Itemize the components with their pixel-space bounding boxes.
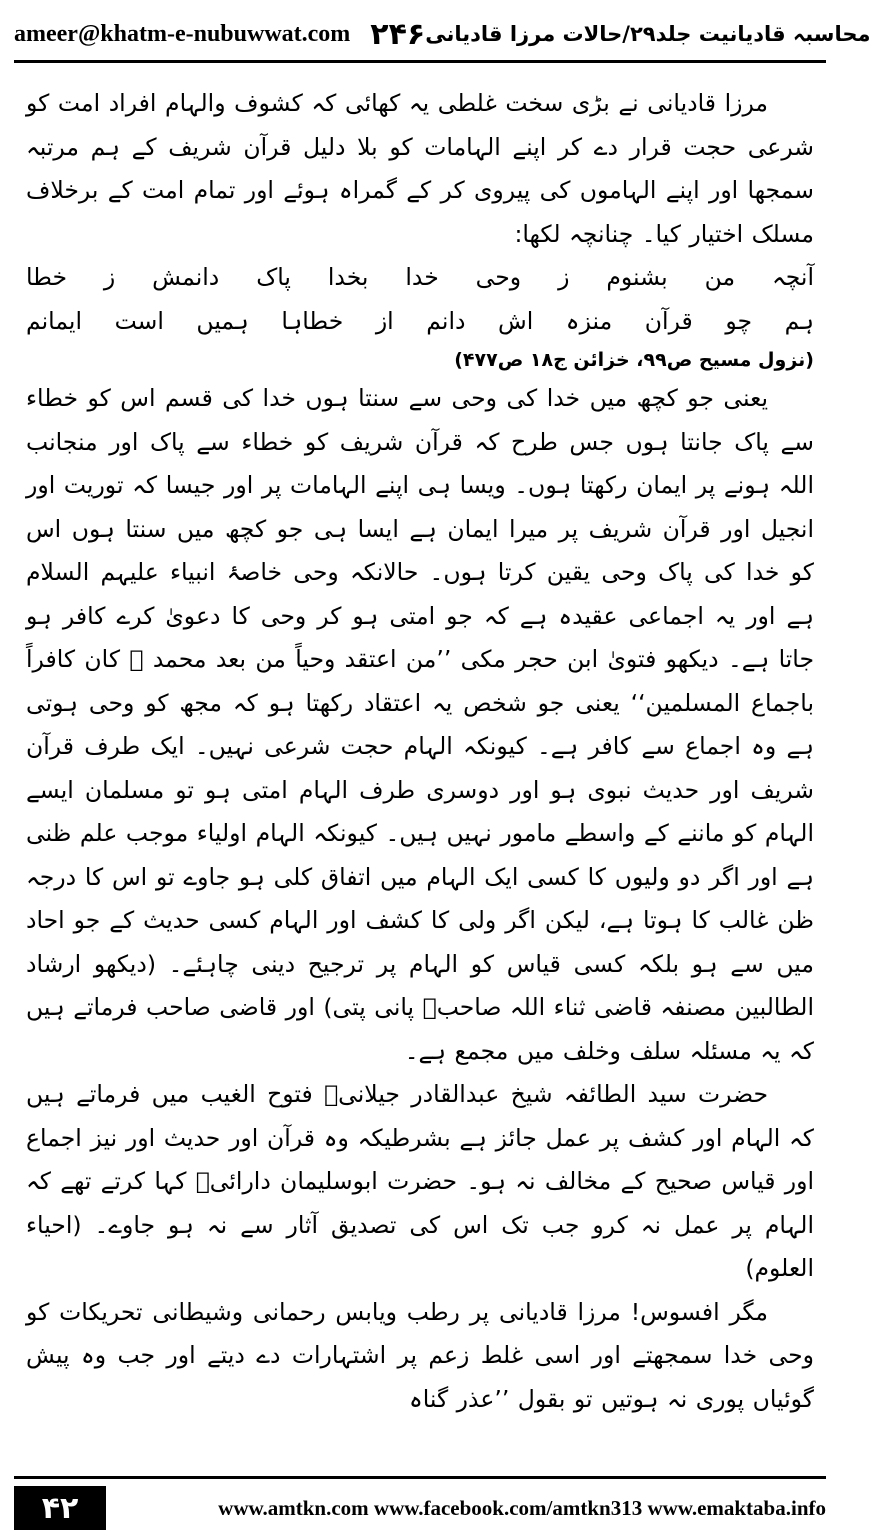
header-page-number: ۲۴۶ [370,16,426,52]
jilani-paragraph: حضرت سید الطائفہ شیخ عبدالقادر جیلانیؒ فتوح الغیب میں فرماتے ہیں کہ الہام اور کشف پر عمل جائز ہے بشرطیکہ وہ قرآن اور حدیث اور نیز اجماع اور قیاس صحیح کے مخالف نہ ہو۔ حضرت ابوسلیمان دارائیؒ کہا کرتے تھے کہ الہام پر عمل نہ کرو جب تک اس کی تصدیق آثار سے نہ ہو جاوے۔ (احیاء العلوم) [26,1080,814,1282]
header-divider [14,60,826,63]
page-footer [14,1486,826,1530]
intro-paragraph: مرزا قادیانی نے بڑی سخت غلطی یہ کھائی کہ کشوف والہام افراد امت کو شرعی حجت قرار دے کر اپنے الہامات کو بلا دلیل قرآن شریف کے ہم مرتبہ سمجھا اور اپنے الہاموں کی پیروی کر کے گمراہ ہوئے اور تمام امت کے برخلاف مسلک اختیار کیا۔ چنانچہ لکھا: [26,89,814,248]
poem-verse-1: آنچہ من بشنوم ز وحی خدا بخدا پاک دانمش ز خطا [26,263,814,291]
poem-verse-2: ہم چو قرآن منزہ اش دانم از خطاہا ہمیں است ایمانم [26,306,814,335]
footer-page-number: ۴۲ [14,1486,106,1530]
explanation-paragraph: یعنی جو کچھ میں خدا کی وحی سے سنتا ہوں خدا کی قسم اس کو خطاء سے پاک جانتا ہوں جس طرح کہ قرآن شریف کو خطاء سے پاک اور منجانب اللہ ہونے پر ایمان رکھتا ہوں۔ ویسا ہی اپنے الہامات پر اور جیسا کہ توریت اور انجیل اور قرآن شریف پر میرا ایمان ہے ایسا ہی جو کچھ میں سنتا ہوں اس کو خدا کی پاک وحی یقین کرتا ہوں۔ حالانکہ وحی خاصۂ انبیاء علیہم السلام ہے اور یہ اجماعی عقیدہ ہے کہ جو امتی ہو کر وحی کا دعویٰ کرے کافر ہو جاتا ہے۔ دیکھو فتویٰ ابن حجر مکی ’’من اعتقد وحیاً من بعد محمد ﷺ کان کافراً باجماع المسلمین‘‘ یعنی جو شخص یہ اعتقاد رکھتا ہو کہ مجھ کو وحی ہوتی ہے وہ اجماع سے کافر ہے۔ کیونکہ الہام حجت شرعی نہیں۔ ایک طرف قرآن شریف اور حدیث نبوی ہو اور دوسری طرف الہام امتی ہو تو مسلمان ایسے الہام کو ماننے کے واسطے مامور نہیں ہیں۔ کیونکہ الہام اولیاء موجب علم ظنی ہے اور اگر دو ولیوں کا کسی ایک الہام میں اتفاق کلی ہو جاوے تو اس کا درجہ ظن غالب کا ہوتا ہے، لیکن اگر ولی کا کشف اور الہام کسی حدیث کے جو احاد میں سے ہو بلکہ کسی قیاس کو الہام پر ترجیح دینی چاہئے۔ (دیکھو ارشاد الطالبین مصنفہ قاضی ثناء اللہ صاحبؒ پانی پتی) اور قاضی صاحب فرماتے ہیں کہ یہ مسئلہ سلف وخلف میں مجمع ہے۔ [26,384,814,1065]
header-book-title: محاسبہ قادیانیت جلد۲۹/حالات مرزا قادیانی [425,22,870,46]
footer-divider [14,1476,826,1479]
poem-citation: (نزول مسیح ص۹۹، خزائن ج۱۸ ص۴۷۷) [454,349,814,371]
footer-website-links[interactable]: www.amtkn.com www.facebook.com/amtkn313 www.emaktaba.info [218,1495,826,1520]
header-left-group [14,17,425,52]
closing-paragraph: مگر افسوس! مرزا قادیانی پر رطب ویابس رحمانی وشیطانی تحریکات کو وحی خدا سمجھتے اور اسی غلط زعم پر اشتہارات دے دیتے اور جب وہ پیش گوئیاں پوری نہ ہوتیں تو بقول ’’عذر گناہ [26,1297,814,1413]
page-body [26,82,814,1466]
page-header [14,14,870,54]
header-email[interactable]: ameer@khatm-e-nubuwwat.com [14,20,351,47]
